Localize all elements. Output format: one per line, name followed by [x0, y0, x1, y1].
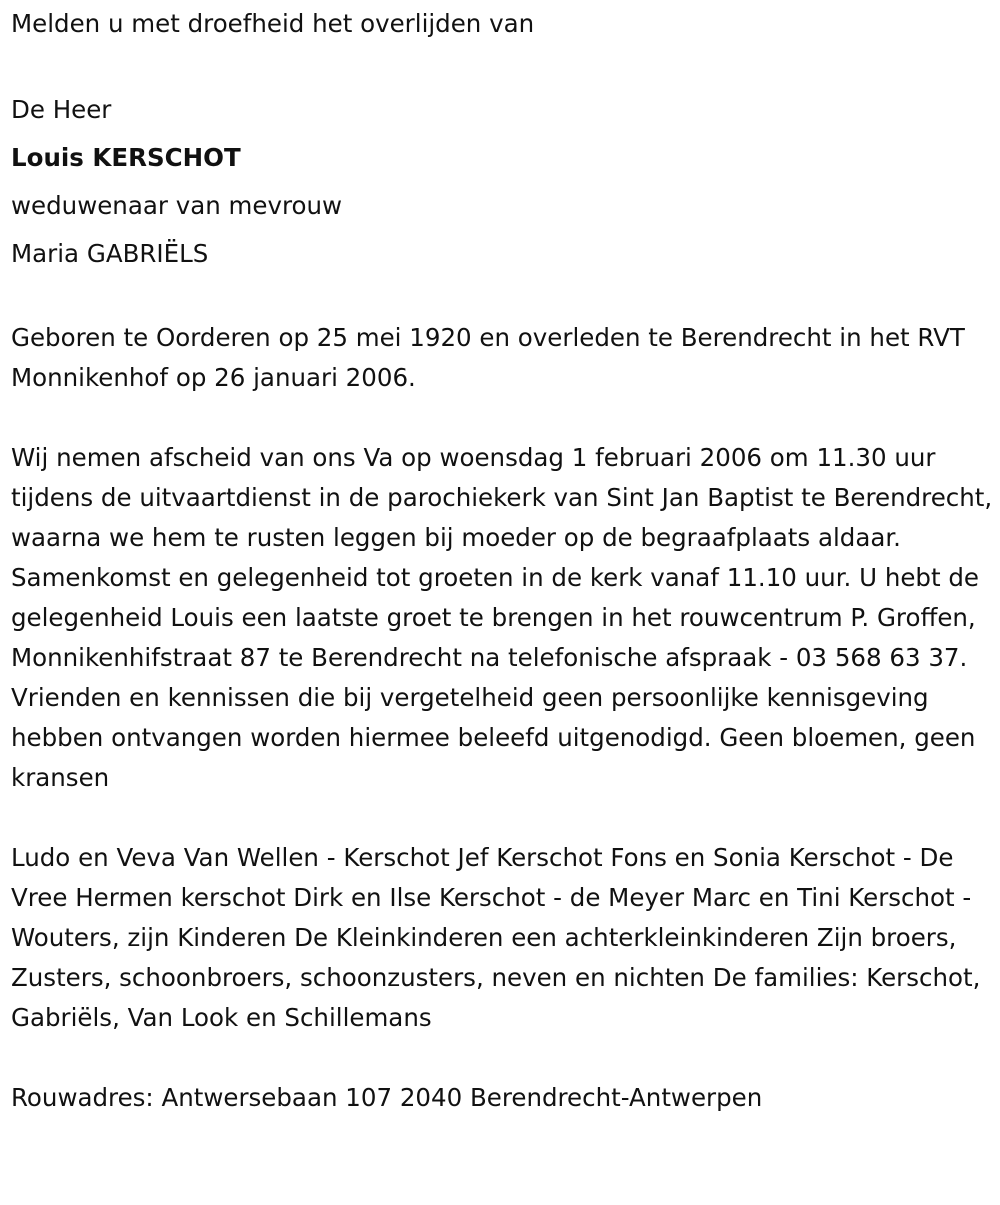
address-line: Rouwadres: Antwersebaan 107 2040 Berendrecht-Antwerpen	[11, 1083, 763, 1112]
deceased-name: Louis KERSCHOT	[11, 143, 241, 172]
intro-line: Melden u met droefheid het overlijden van	[11, 9, 535, 38]
relation-line: weduwenaar van mevrouw	[11, 191, 343, 220]
birth-death-paragraph: Geboren te Oorderen op 25 mei 1920 en overleden te Berendrecht in het RVT Monnikenhof op 26 januari 2006.	[11, 323, 965, 392]
spacer	[11, 1038, 993, 1078]
spouse-name: Maria GABRIËLS	[11, 239, 209, 268]
spacer	[11, 798, 993, 838]
spacer	[11, 44, 993, 84]
ceremony-paragraph: Wij nemen afscheid van ons Va op woensdag 1 februari 2006 om 11.30 uur tijdens de uitvaartdienst in de parochiekerk van Sint Jan Baptist te Berendrecht, waarna we hem te rusten leggen bij moeder op de begraafplaats aldaar. Samenkomst en gelegenheid tot groeten in de kerk vanaf 11.10 uur. U hebt de gelegenheid Louis een laatste groet te brengen in het rouwcentrum P. Groffen, Monnikenhifstraat 87 te Berendrecht na telefonische afspraak - 03 568 63 37. Vrienden en kennissen die bij vergetelheid geen persoonlijke kennisgeving hebben ontvangen worden hiermee beleefd uitgenodigd. Geen bloemen, geen kransen	[11, 443, 993, 792]
deceased-block	[11, 86, 993, 278]
family-paragraph: Ludo en Veva Van Wellen - Kerschot Jef Kerschot Fons en Sonia Kerschot - De Vree Hermen kerschot Dirk en Ilse Kerschot - de Meyer Marc en Tini Kerschot - Wouters, zijn Kinderen De Kleinkinderen een achterkleinkinderen Zijn broers, Zusters, schoonbroers, schoonzusters, neven en nichten De families: Kerschot, Gabriëls, Van Look en Schillemans	[11, 843, 981, 1032]
spacer	[11, 278, 993, 318]
death-notice	[11, 4, 993, 1118]
title-line: De Heer	[11, 95, 112, 124]
spacer	[11, 398, 993, 438]
